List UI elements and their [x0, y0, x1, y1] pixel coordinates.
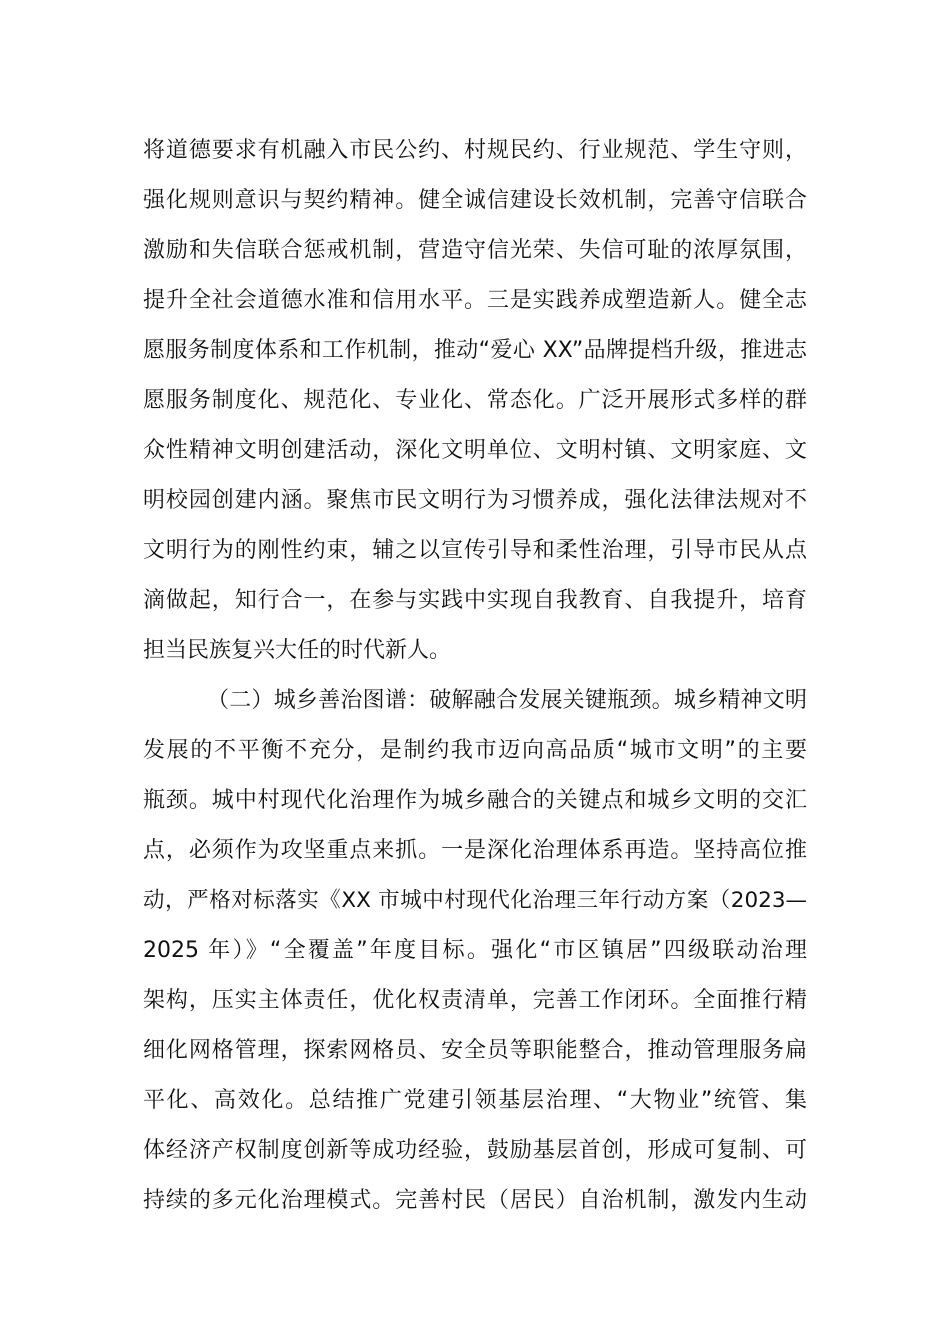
text-line-5: 愿服务制度体系和工作机制，推动“爱心 XX”品牌提档升级，推进志	[143, 338, 807, 363]
text-line-15: 点，必须作为攻坚重点来抓。一是深化治理体系再造。坚持高位推	[143, 838, 807, 863]
text-line-3: 激励和失信联合惩戒机制，营造守信光荣、失信可耻的浓厚氛围，	[143, 238, 807, 263]
text-line-14: 瓶颈。城中村现代化治理作为城乡融合的关键点和城乡文明的交汇	[143, 788, 807, 813]
text-line-1: 将道德要求有机融入市民公约、村规民约、行业规范、学生守则，	[143, 138, 807, 163]
text-line-13: 发展的不平衡不充分，是制约我市迈向高品质“城市文明”的主要	[143, 738, 807, 763]
text-line-9: 文明行为的刚性约束，辅之以宣传引导和柔性治理，引导市民从点	[143, 538, 807, 563]
text-line-4: 提升全社会道德水准和信用水平。三是实践养成塑造新人。健全志	[143, 288, 807, 313]
text-line-10: 滴做起，知行合一，在参与实践中实现自我教育、自我提升，培育	[143, 588, 807, 613]
text-line-20: 平化、高效化。总结推广党建引领基层治理、“大物业”统管、集	[143, 1088, 807, 1113]
text-line-2: 强化规则意识与契约精神。健全诚信建设长效机制，完善守信联合	[143, 188, 807, 213]
section-heading-line: （二）城乡善治图谱：破解融合发展关键瓶颈。城乡精神文明	[207, 688, 807, 713]
text-line-22: 持续的多元化治理模式。完善村民（居民）自治机制，激发内生动	[143, 1188, 807, 1213]
text-line-17: 2025 年）》“全覆盖”年度目标。强化“市区镇居”四级联动治理	[143, 938, 807, 963]
text-line-16: 动，严格对标落实《XX 市城中村现代化治理三年行动方案（2023—	[143, 888, 807, 913]
text-line-11: 担当民族复兴大任的时代新人。	[143, 638, 452, 663]
text-line-19: 细化网格管理，探索网格员、安全员等职能整合，推动管理服务扁	[143, 1038, 807, 1063]
text-line-6: 愿服务制度化、规范化、专业化、常态化。广泛开展形式多样的群	[143, 388, 807, 413]
text-line-8: 明校园创建内涵。聚焦市民文明行为习惯养成，强化法律法规对不	[143, 488, 807, 513]
text-line-21: 体经济产权制度创新等成功经验，鼓励基层首创，形成可复制、可	[143, 1138, 807, 1163]
text-line-7: 众性精神文明创建活动，深化文明单位、文明村镇、文明家庭、文	[143, 438, 807, 463]
text-line-18: 架构，压实主体责任，优化权责清单，完善工作闭环。全面推行精	[143, 988, 807, 1013]
